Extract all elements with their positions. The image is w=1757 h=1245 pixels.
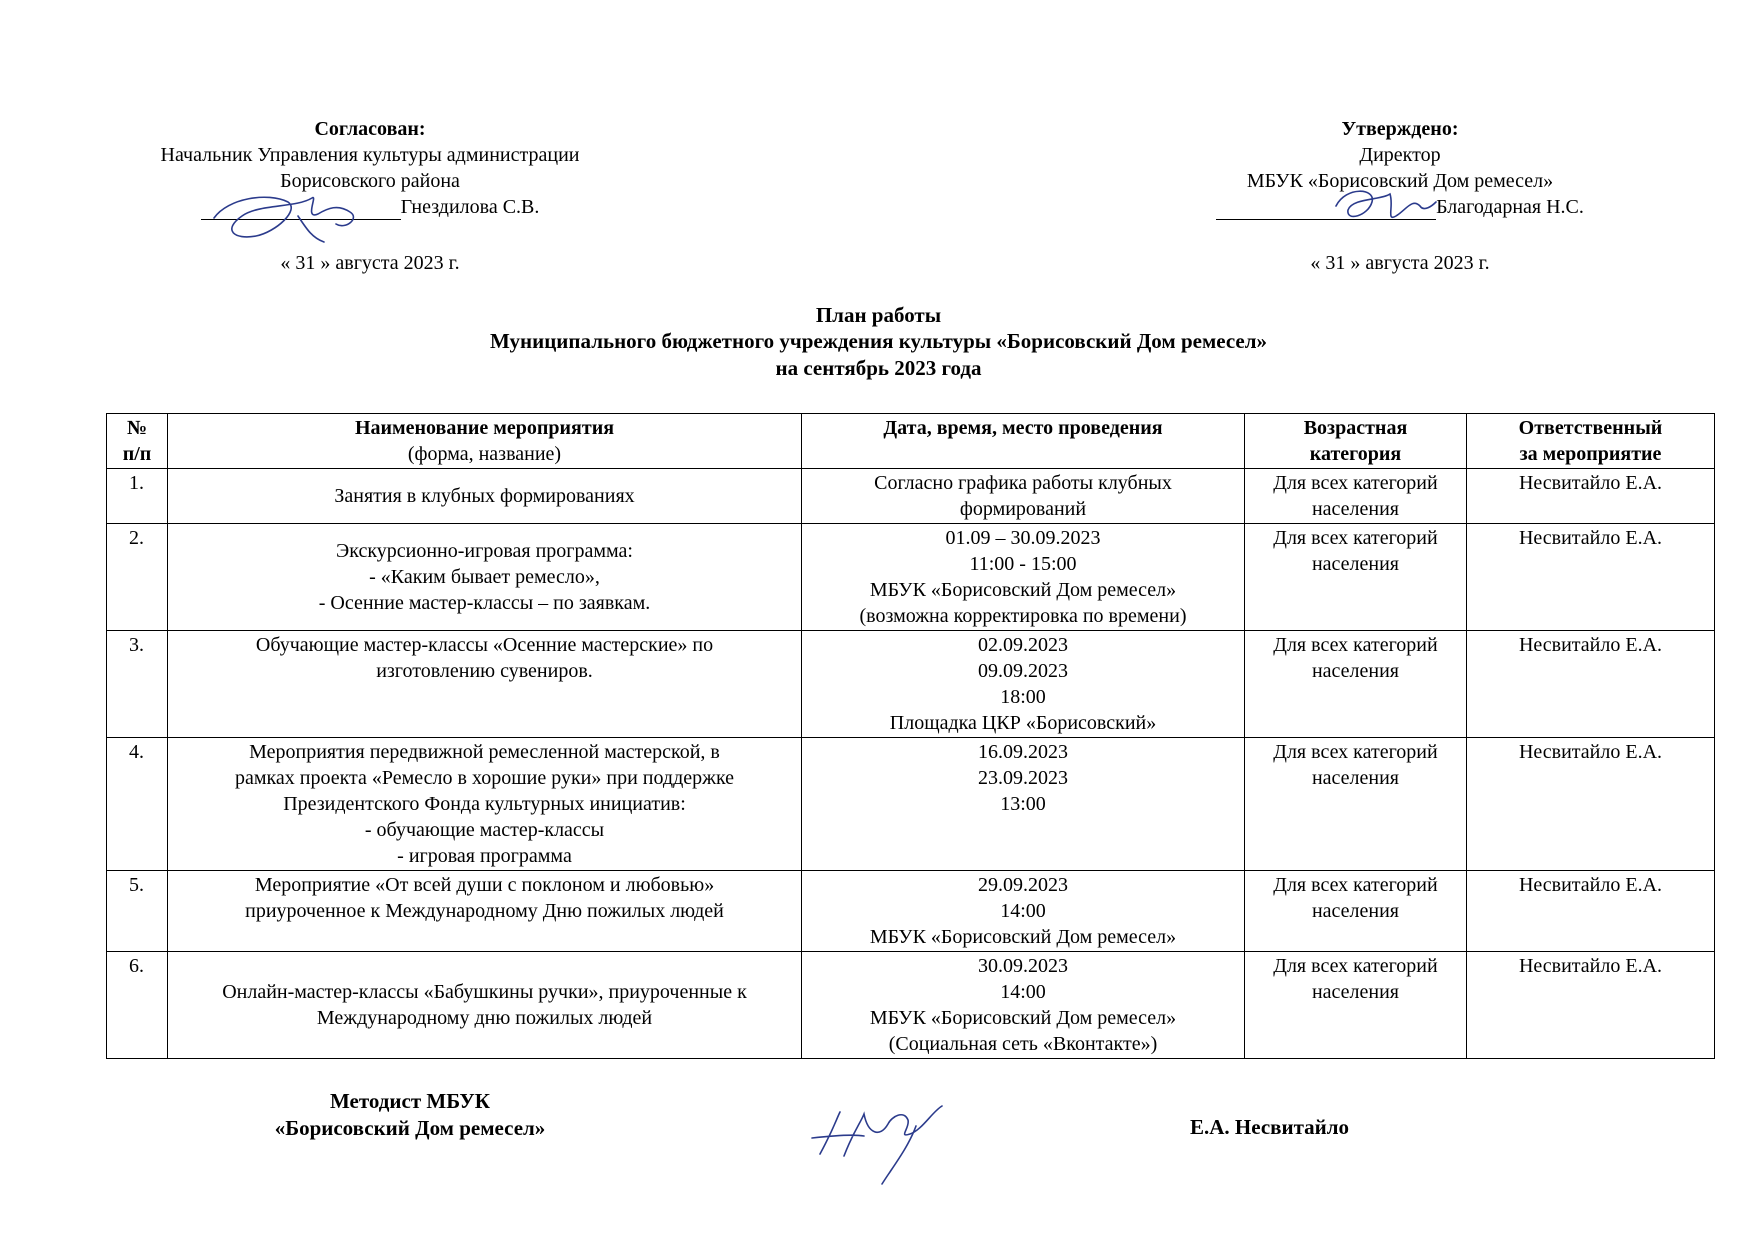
cell-name-line: - игровая программа (397, 845, 572, 867)
cell-num: 5. (107, 871, 168, 952)
cell-responsible: Несвитайло Е.А. (1467, 738, 1715, 871)
footer-name: Е.А. Несвитайло (1190, 1115, 1350, 1139)
cell-date-line: МБУК «Борисовский Дом ремесел» (869, 1007, 1177, 1029)
cell-date-line: формирований (959, 498, 1087, 520)
cell-age-line: Для всех категорий (1273, 874, 1438, 896)
cell-date-line: 29.09.2023 (978, 874, 1068, 896)
footer-role (180, 1088, 640, 1143)
cell-age-line: Для всех категорий (1273, 634, 1438, 656)
plan-table (106, 413, 1715, 1059)
cell-responsible: Несвитайло Е.А. (1467, 524, 1715, 631)
cell-num: 1. (107, 469, 168, 524)
cell-responsible: Несвитайло Е.А. (1467, 952, 1715, 1059)
plan-title-line1: План работы (815, 303, 942, 327)
cell-age-line: населения (1311, 981, 1400, 1003)
approval-right-title: Утверждено: (1341, 118, 1459, 140)
approval-right-signer: Благодарная Н.С. (1436, 196, 1584, 218)
cell-age (1245, 952, 1467, 1059)
cell-age-line: Для всех категорий (1273, 527, 1438, 549)
cell-date-line: 14:00 (1000, 900, 1046, 922)
cell-age-line: Для всех категорий (1273, 955, 1438, 977)
cell-date-line: 09.09.2023 (978, 660, 1068, 682)
cell-date-line: 11:00 - 15:00 (969, 553, 1077, 575)
header-num: № п/п (107, 414, 168, 469)
cell-date-line: МБУК «Борисовский Дом ремесел» (869, 579, 1177, 601)
cell-name-line: изготовлению сувениров. (376, 660, 593, 682)
cell-num: 3. (107, 631, 168, 738)
cell-age-line: населения (1311, 498, 1400, 520)
table-row (107, 952, 1715, 1059)
cell-date (802, 952, 1245, 1059)
plan-title-line2: Муниципального бюджетного учреждения культуры «Борисовский Дом ремесел» (489, 329, 1268, 354)
cell-date-line: 30.09.2023 (978, 955, 1068, 977)
cell-num: 6. (107, 952, 168, 1059)
approval-right-organization: МБУК «Борисовский Дом ремесел» (1246, 170, 1554, 192)
cell-date-line: 02.09.2023 (978, 634, 1068, 656)
approval-block-right (1190, 116, 1610, 276)
cell-name-line: Занятия в клубных формированиях (334, 485, 635, 507)
table-row (107, 738, 1715, 871)
plan-title (0, 302, 1757, 381)
approval-left-signer: Гнездилова С.В. (400, 196, 540, 218)
signature-underline (201, 199, 401, 220)
cell-name-line: Мероприятия передвижной ремесленной мастерской, в (249, 741, 720, 763)
approval-left-district: Борисовского района (280, 170, 460, 192)
cell-age-line: населения (1311, 900, 1400, 922)
cell-date (802, 469, 1245, 524)
footer-role-line1: Методист МБУК (329, 1089, 490, 1113)
cell-age-line: Для всех категорий (1273, 741, 1438, 763)
cell-responsible: Несвитайло Е.А. (1467, 469, 1715, 524)
cell-age-line: населения (1311, 553, 1400, 575)
approval-right-date: « 31 » августа 2023 г. (1310, 252, 1490, 274)
cell-name-line: приуроченное к Международному Дню пожилых людей (245, 900, 724, 922)
cell-age-line: населения (1311, 660, 1400, 682)
cell-date-line: 18:00 (1000, 686, 1046, 708)
cell-date (802, 631, 1245, 738)
cell-name-line: Мероприятие «От всей души с поклоном и любовью» (254, 874, 715, 896)
table-row (107, 524, 1715, 631)
cell-date-line: 01.09 – 30.09.2023 (945, 527, 1101, 549)
cell-name (168, 952, 802, 1059)
cell-date (802, 871, 1245, 952)
table-row (107, 631, 1715, 738)
cell-date-line: (возможна корректировка по времени) (859, 605, 1187, 627)
cell-date-line: 23.09.2023 (978, 767, 1068, 789)
cell-name (168, 469, 802, 524)
approval-block-left (110, 116, 630, 276)
approval-left-signature-line (110, 194, 630, 220)
cell-name-line: - Осенние мастер-классы – по заявкам. (318, 592, 651, 614)
cell-date-line: (Социальная сеть «Вконтакте») (888, 1033, 1158, 1055)
cell-name-line: Международному дню пожилых людей (316, 1007, 653, 1029)
cell-name (168, 631, 802, 738)
approval-right-signature-line (1190, 194, 1610, 220)
approval-right-position: Директор (1359, 144, 1441, 166)
cell-age (1245, 871, 1467, 952)
cell-date-line: 16.09.2023 (978, 741, 1068, 763)
cell-name-line: Обучающие мастер-классы «Осенние мастерские» по (255, 634, 714, 656)
cell-date-line: Площадка ЦКР «Борисовский» (889, 712, 1157, 734)
signature-underline (1216, 199, 1436, 220)
cell-name-line: - обучающие мастер-классы (364, 819, 605, 841)
cell-date (802, 524, 1245, 631)
signature-nesvitaylo-icon (800, 1098, 950, 1188)
cell-responsible: Несвитайло Е.А. (1467, 871, 1715, 952)
cell-age (1245, 469, 1467, 524)
cell-name (168, 871, 802, 952)
cell-name-line: Президентского Фонда культурных инициатив: (283, 793, 686, 815)
approval-left-date: « 31 » августа 2023 г. (280, 252, 460, 274)
cell-date (802, 738, 1245, 871)
footer-role-line2: «Борисовский Дом ремесел» (274, 1116, 546, 1141)
cell-name-line: Экскурсионно-игровая программа: (336, 540, 633, 562)
cell-num: 4. (107, 738, 168, 871)
cell-name (168, 524, 802, 631)
cell-name-line: рамках проекта «Ремесло в хорошие руки» при поддержке (234, 767, 735, 789)
cell-date-line: Согласно графика работы клубных (874, 472, 1172, 494)
table-row (107, 469, 1715, 524)
header-responsible: Ответственный за мероприятие (1467, 414, 1715, 469)
cell-date-line: 13:00 (1000, 793, 1046, 815)
header-age: Возрастная категория (1245, 414, 1467, 469)
table-body (107, 469, 1715, 1059)
plan-title-line3: на сентябрь 2023 года (775, 355, 982, 380)
cell-num: 2. (107, 524, 168, 631)
cell-age (1245, 524, 1467, 631)
table-row (107, 871, 1715, 952)
approval-left-title: Согласован: (314, 118, 426, 140)
cell-responsible: Несвитайло Е.А. (1467, 631, 1715, 738)
approval-left-position: Начальник Управления культуры администрации (160, 144, 580, 166)
cell-age-line: Для всех категорий (1273, 472, 1438, 494)
cell-date-line: МБУК «Борисовский Дом ремесел» (869, 926, 1177, 948)
table-header-row (107, 414, 1715, 469)
header-date: Дата, время, место проведения (802, 414, 1245, 469)
cell-name-line: Онлайн-мастер-классы «Бабушкины ручки», приуроченные к (222, 981, 747, 1003)
cell-age-line: населения (1311, 767, 1400, 789)
header-name: Наименование мероприятия (форма, название) (168, 414, 802, 469)
cell-name (168, 738, 802, 871)
cell-age (1245, 631, 1467, 738)
cell-age (1245, 738, 1467, 871)
cell-date-line: 14:00 (1000, 981, 1046, 1003)
cell-name-line: - «Каким бывает ремесло», (369, 566, 600, 588)
